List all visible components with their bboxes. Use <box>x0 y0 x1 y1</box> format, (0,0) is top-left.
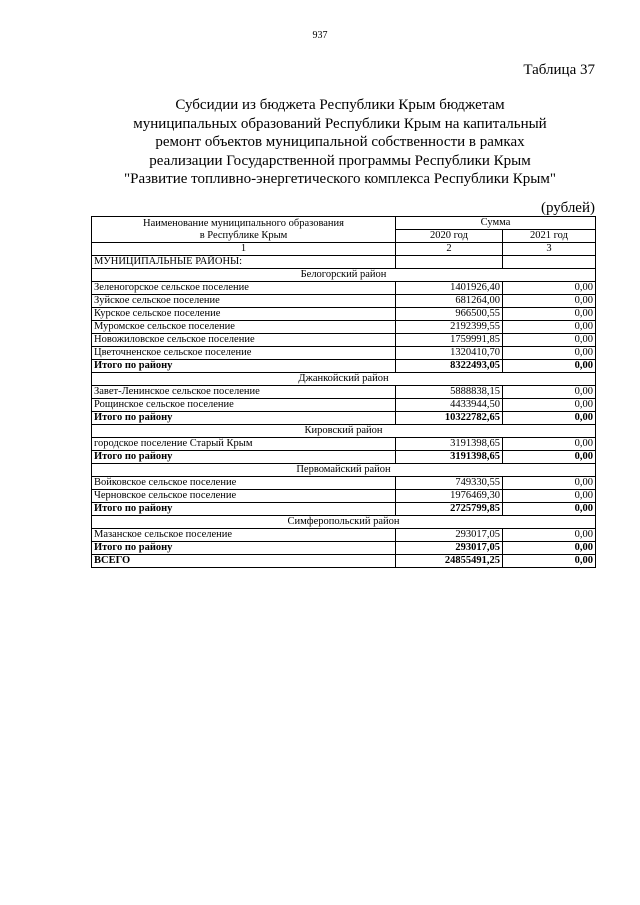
table-row <box>92 321 596 334</box>
title-line: ремонт объектов муниципальной собственности в рамках <box>155 134 525 150</box>
table-row <box>92 347 596 360</box>
table-row <box>92 529 596 542</box>
amount-2021: 0,00 <box>503 477 596 490</box>
amount-2021: 0,00 <box>503 308 596 321</box>
settlement-name: Завет-Ленинское сельское поселение <box>92 386 396 399</box>
column-number-3: 3 <box>503 243 596 256</box>
table-row <box>92 334 596 347</box>
amount-2020: 293017,05 <box>396 529 503 542</box>
settlement-name: городское поселение Старый Крым <box>92 438 396 451</box>
amount-2020: 749330,55 <box>396 477 503 490</box>
header-name-line2: в Республике Крым <box>199 229 288 241</box>
total-amount-2021: 0,00 <box>503 360 596 373</box>
settlement-name: Зуйское сельское поселение <box>92 295 396 308</box>
table-row <box>92 438 596 451</box>
table-row <box>92 308 596 321</box>
settlement-name: Мазанское сельское поселение <box>92 529 396 542</box>
amount-2021: 0,00 <box>503 490 596 503</box>
district-total-row <box>92 542 596 555</box>
district-total-row <box>92 503 596 516</box>
district-header-row <box>92 464 596 477</box>
header-name-cell <box>92 217 396 243</box>
total-label: Итого по району <box>92 542 396 555</box>
amount-2020: 1401926,40 <box>396 282 503 295</box>
settlement-name: Зеленогорское сельское поселение <box>92 282 396 295</box>
district-name: Кировский район <box>92 425 596 438</box>
amount-2021: 0,00 <box>503 386 596 399</box>
district-name: Первомайский район <box>92 464 596 477</box>
total-label: Итого по району <box>92 360 396 373</box>
amount-2020: 966500,55 <box>396 308 503 321</box>
page-number: 937 <box>312 30 328 41</box>
amount-2020: 1976469,30 <box>396 490 503 503</box>
amount-2020: 681264,00 <box>396 295 503 308</box>
title-line: реализации Государственной программы Республики Крым <box>149 152 531 169</box>
grand-total-row <box>92 555 596 568</box>
amount-2021: 0,00 <box>503 321 596 334</box>
district-total-row <box>92 451 596 464</box>
subsidy-table <box>91 216 596 568</box>
section-row <box>92 256 596 269</box>
total-amount-2021: 0,00 <box>503 451 596 464</box>
total-amount-2021: 0,00 <box>503 542 596 555</box>
settlement-name: Муромское сельское поселение <box>92 321 396 334</box>
unit-label: (рублей) <box>540 200 595 216</box>
district-header-row <box>92 516 596 529</box>
total-label: Итого по району <box>92 412 396 425</box>
total-amount-2020: 8322493,05 <box>396 360 503 373</box>
column-numbers-row <box>92 243 596 256</box>
amount-2021: 0,00 <box>503 295 596 308</box>
document-title <box>80 96 600 189</box>
amount-2020: 1320410,70 <box>396 347 503 360</box>
amount-2020: 1759991,85 <box>396 334 503 347</box>
header-year-2020: 2020 год <box>396 230 503 243</box>
amount-2020: 2192399,55 <box>396 321 503 334</box>
header-sum-cell: Сумма <box>396 217 596 230</box>
table-row <box>92 386 596 399</box>
settlement-name: Рощинское сельское поселение <box>92 399 396 412</box>
section-label: МУНИЦИПАЛЬНЫЕ РАЙОНЫ: <box>92 256 396 269</box>
title-line: Субсидии из бюджета Республики Крым бюджетам <box>175 97 505 113</box>
table-row <box>92 295 596 308</box>
table-row <box>92 477 596 490</box>
table-row <box>92 490 596 503</box>
district-name: Джанкойский район <box>92 373 596 386</box>
amount-2020: 5888838,15 <box>396 386 503 399</box>
settlement-name: Новожиловское сельское поселение <box>92 334 396 347</box>
grand-total-label: ВСЕГО <box>92 555 396 568</box>
grand-total-2020: 24855491,25 <box>396 555 503 568</box>
table-label: Таблица 37 <box>523 62 595 78</box>
grand-total-2021: 0,00 <box>503 555 596 568</box>
settlement-name: Черновское сельское поселение <box>92 490 396 503</box>
amount-2021: 0,00 <box>503 529 596 542</box>
total-label: Итого по району <box>92 503 396 516</box>
settlement-name: Курское сельское поселение <box>92 308 396 321</box>
header-name-line1: Наименование муниципального образования <box>143 217 344 229</box>
district-total-row <box>92 360 596 373</box>
total-amount-2020: 10322782,65 <box>396 412 503 425</box>
amount-2021: 0,00 <box>503 334 596 347</box>
district-header-row <box>92 269 596 282</box>
total-amount-2020: 3191398,65 <box>396 451 503 464</box>
title-line: "Развитие топливно-энергетического комплекса Республики Крым" <box>123 171 557 187</box>
amount-2020: 4433944,50 <box>396 399 503 412</box>
district-total-row <box>92 412 596 425</box>
table-row <box>92 282 596 295</box>
header-year-2021: 2021 год <box>503 230 596 243</box>
column-number-1: 1 <box>92 243 396 256</box>
total-amount-2021: 0,00 <box>503 503 596 516</box>
amount-2021: 0,00 <box>503 399 596 412</box>
total-amount-2020: 2725799,85 <box>396 503 503 516</box>
amount-2021: 0,00 <box>503 347 596 360</box>
total-amount-2020: 293017,05 <box>396 542 503 555</box>
district-name: Белогорский район <box>92 269 596 282</box>
amount-2020: 3191398,65 <box>396 438 503 451</box>
table-row <box>92 399 596 412</box>
settlement-name: Цветочненское сельское поселение <box>92 347 396 360</box>
title-line: муниципальных образований Республики Крым на капитальный <box>133 115 547 132</box>
district-header-row <box>92 425 596 438</box>
district-name: Симферопольский район <box>92 516 596 529</box>
settlement-name: Войковское сельское поселение <box>92 477 396 490</box>
total-amount-2021: 0,00 <box>503 412 596 425</box>
district-header-row <box>92 373 596 386</box>
amount-2021: 0,00 <box>503 282 596 295</box>
header-row <box>92 217 596 230</box>
amount-2021: 0,00 <box>503 438 596 451</box>
total-label: Итого по району <box>92 451 396 464</box>
column-number-2: 2 <box>396 243 503 256</box>
